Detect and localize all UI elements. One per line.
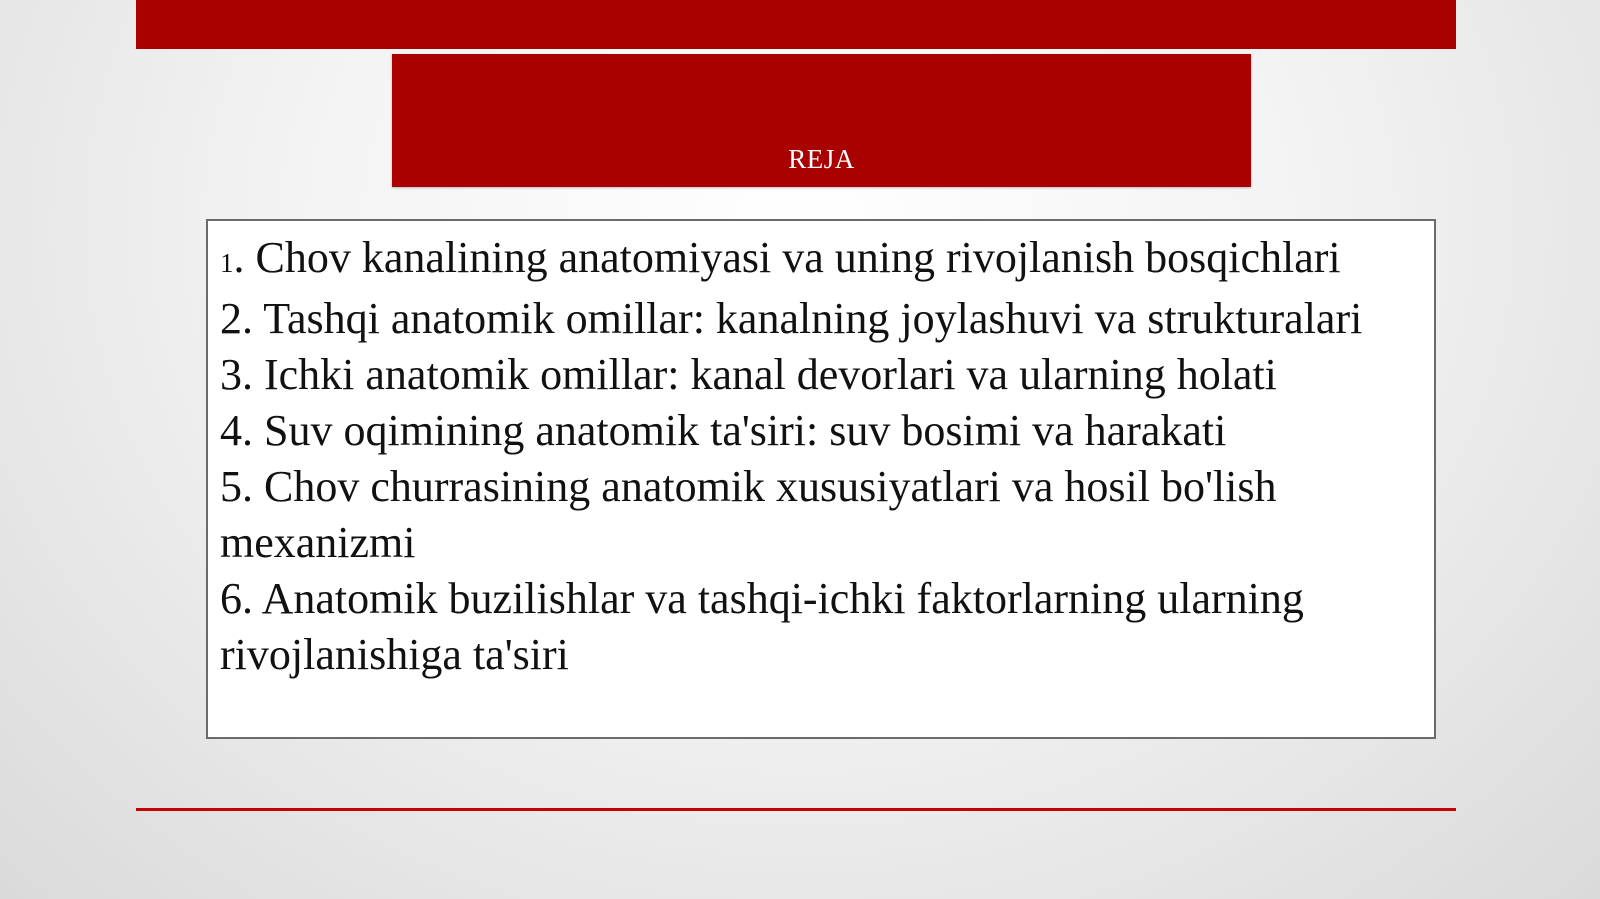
content-box xyxy=(206,219,1436,739)
list-item xyxy=(220,347,1422,403)
item-text: . Chov churrasining anatomik xususiyatlari va hosil bo'lish mexanizmi xyxy=(220,462,1277,567)
list-item xyxy=(220,403,1422,459)
item-number: 1 xyxy=(220,248,234,278)
list-item xyxy=(220,459,1422,571)
item-text: . Tashqi anatomik omillar: kanalning joylashuvi va strukturalari xyxy=(242,294,1363,343)
item-text: . Ichki anatomik omillar: kanal devorlari va ularning holati xyxy=(242,350,1277,399)
item-number: 3 xyxy=(220,350,242,399)
top-accent-band xyxy=(136,0,1456,49)
item-number: 2 xyxy=(220,294,242,343)
item-text: . Chov kanalining anatomiyasi va uning rivojlanish bosqichlari xyxy=(233,233,1341,282)
plan-list xyxy=(220,230,1422,683)
list-item xyxy=(220,291,1422,347)
item-text: . Suv oqimining anatomik ta'siri: suv bosimi va harakati xyxy=(242,406,1227,455)
item-number: 5 xyxy=(220,462,242,511)
list-item xyxy=(220,571,1422,683)
bottom-rule xyxy=(136,808,1456,811)
item-text: . Anatomik buzilishlar va tashqi-ichki faktorlarning ularning rivojlanishiga ta'siri xyxy=(220,574,1304,679)
item-number: 6 xyxy=(220,574,242,623)
slide-title: REJA xyxy=(788,144,855,174)
item-number: 4 xyxy=(220,406,242,455)
title-banner xyxy=(392,54,1251,187)
list-item xyxy=(220,230,1422,291)
